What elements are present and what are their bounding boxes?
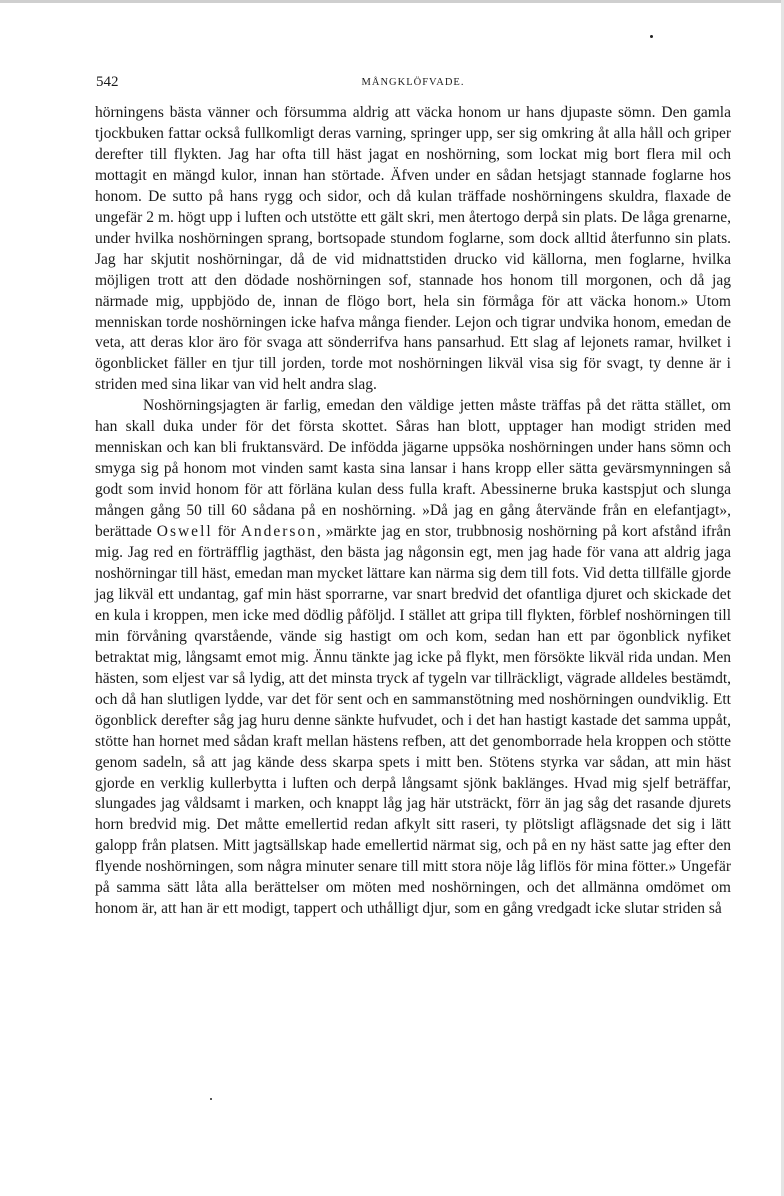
paragraph-text: hörningens bästa vänner och försumma aldrig att väcka honom ur hans djupaste sömn. Den gamla tjockbuken fattar också fullkomligt deras varning, springer upp, ser sig omkring åt alla håll och griper derefter till flykten. Jag har ofta till häst jagat en noshörning, som lockat mig bort flera mil och mottagit en mängd kulor, innan han störtade. Äfven under en sådan hetsjagt stannade foglarne hos honom. De sutto på hans rygg och sidor, och då kulan träffade noshörningens skuldra, flaxade de ungefär 2 m. högt upp i luften och utstötte ett gält skri, men återtogo derpå sin plats. De låga grenarne, under hvilka noshörningen sprang, bortsopade stundom foglarne, som dock alltid återfunno sin plats. Jag har skjutit noshörningar, då de vid midnattstiden drucko vid källorna, men foglarne, hvilka möjligen trott att den dödade noshörningen sof, stannade hos honom till morgonen, och då jag närmade mig, uppbjödo de, innan de flögo bort, hela sin förmåga för att väcka honom.» Utom menniskan torde noshörningen icke hafva många fiender. Lejon och tigrar undvika honom, emedan de veta, att deras klor äro för svaga att sönderrifva hans pansarhud. Ett slag af lejonets ramar, hvilket i ögonblicket fäller en tjur till jorden, torde mot noshörningen likväl visa sig för svagt, ty denne är i striden med sina likar van vid helt andra slag. (95, 104, 731, 394)
page-number: 542 (96, 74, 119, 90)
paragraph-text: för (212, 523, 241, 541)
scan-edge-top (0, 0, 784, 3)
paragraph-text: Noshörningsjagten är farlig, emedan den väldige jetten måste träffas på det rätta stället, om han skall duka under för det första skottet. Såras han blott, upptager han modigt striden med menniskan och kan bli fruktansvärd. De infödda jägarne uppsöka noshörningen under hans sömn och smyga sig på honom mot vinden samt kasta sina lansar i hans kropp eller sätta gevärsmynningen så godt som invid honom för att förläna kulan dess fulla kraft. Abessinerne bruka kastspjut och slunga mången gång 50 till 60 sådana på en noshörning. »Då jag en gång återvände från en elefantjagt», berättade (95, 397, 731, 541)
ink-speck (650, 35, 653, 38)
running-head: MÅNGKLÖFVADE. (361, 77, 465, 88)
page-header (96, 74, 730, 94)
person-name-oswell: Oswell (156, 523, 213, 541)
ink-speck (210, 1098, 212, 1100)
paragraph-continued (95, 103, 731, 396)
paragraph-text: , »märkte jag en stor, trubbnosig noshörning på kort afstånd ifrån mig. Jag red en förträfflig jagthäst, den bästa jag någonsin egt, men jag hade för vana att aldrig jaga noshörningar till häst, emedan man mycket lättare kan närma sig dem till fots. Vid detta tillfälle gjorde jag likväl ett undantag, gaf min häst sporrarne, var snart bredvid det ofantliga djuret och skickade det en kula i kroppen, men icke med dödlig påföljd. I stället att gripa till flykten, förblef noshörningen till min förvåning qvarstående, vände sig hastigt om och kom, sedan han ett par ögonblick nyfiket betraktat mig, långsamt emot mig. Ännu tänkte jag icke på flykt, men försökte likväl rida undan. Men hästen, som eljest var så lydig, att det minsta tryck af tygeln var tillräckligt, vägrade alldeles bestämdt, och då han slutligen lydde, var det för sent och en sammanstötning med noshörningen oundviklig. Ett ögonblick derefter såg jag huru denne sänkte hufvudet, och i det han hastigt kastade det samma uppåt, stötte han hornet med sådan kraft mellan hästens refben, att det genomborrade hela kroppen och stötte genom sadeln, så att jag kände dess skarpa spets i mitt ben. Stötens styrka var sådan, att min häst gjorde en verklig kullerbytta i luften och derpå långsamt sjönk baklänges. Hvad mig sjelf beträffar, slungades jag våldsamt i marken, och knappt låg jag här utsträckt, förr än jag såg det rasande djurets horn bredvid mig. Det måtte emellertid redan afkylt sitt raseri, ty plötsligt aflägsnade det sig i lätt galopp från platsen. Mitt jagtsällskap hade emellertid närmat sig, och på en ny häst satte jag efter den flyende noshörningen, som några minuter senare till mitt stora nöje låg liflös för mina fötter.» Ungefär på samma sätt låta alla berättelser om möten med noshörningen, och det allmänna omdömet om honom är, att han är ett modigt, tappert och uthålligt djur, som en gång vredgadt icke slutar striden så (95, 523, 731, 918)
paragraph-rhino-hunting (95, 396, 731, 920)
person-name-anderson: Anderson (240, 523, 317, 541)
body-text (95, 103, 731, 920)
